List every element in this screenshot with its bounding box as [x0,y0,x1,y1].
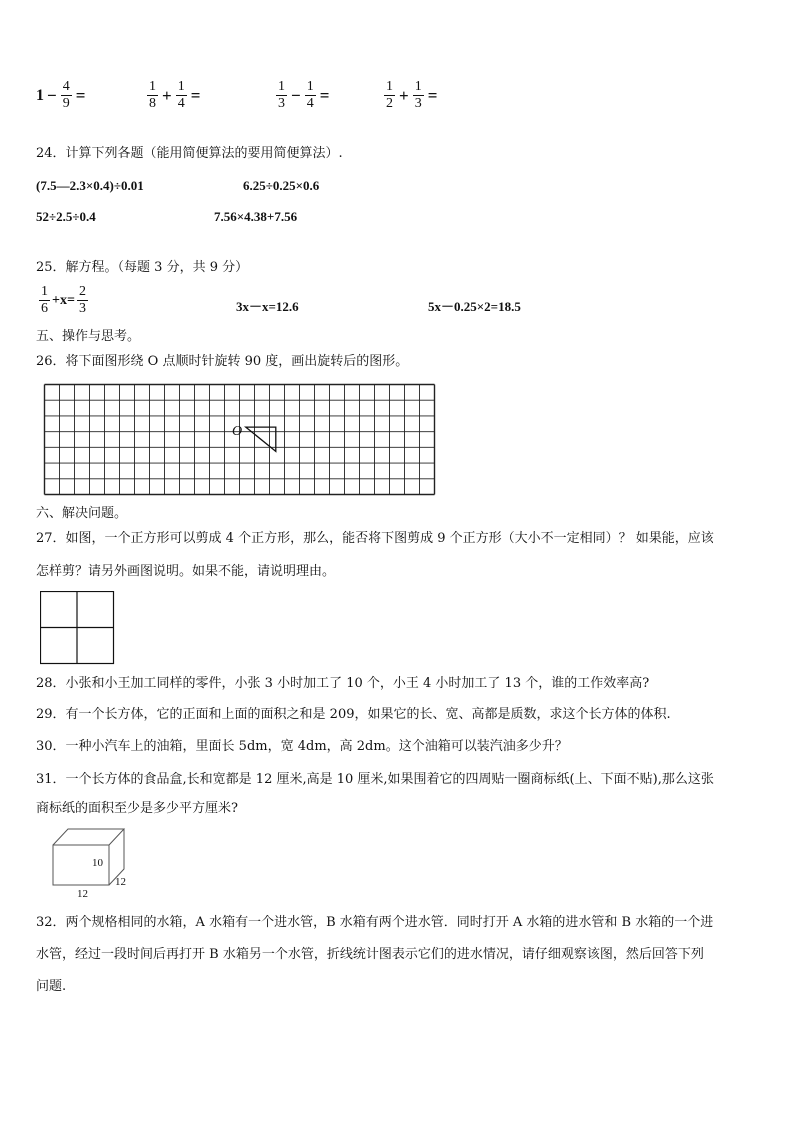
q24-expr-2: 6.25÷0.25×0.6 [243,178,320,193]
section-5-heading: 五、操作与思考。 [36,329,141,344]
q25-equation-1: $\frac{1}{6}$ +x= $\frac{2}{3}$ [41,284,86,316]
square-divided-figure [40,591,115,665]
plus-sign: + [162,85,172,105]
fraction: $\frac{1}{3}$ [414,79,422,111]
q31-line-1: 31．一个长方体的食品盒,长和宽都是 12 厘米,高是 10 厘米,如果围着它的四周贴一圈商标纸(上、下面不贴),那么这张 [36,772,714,787]
fraction: $\frac{4}{9}$ [62,79,70,111]
fraction: $\frac{1}{6}$ [41,284,48,316]
minus-sign: − [291,85,301,105]
q28-text: 28．小张和小王加工同样的零件，小张 3 小时加工了 10 个，小王 4 小时加工了 13 个，谁的工作效率高? [36,676,650,691]
rotation-grid [43,383,436,497]
fraction: $\frac{2}{3}$ [78,284,86,316]
equals-sign: = [190,85,201,105]
cuboid-height-label: 10 [92,857,103,869]
point-o-label: O [232,424,243,439]
plus-sign: + [399,85,409,105]
fraction: $\frac{1}{8}$ [149,79,156,111]
q29-text: 29．有一个长方体，它的正面和上面的面积之和是 209，如果它的长、宽、高都是质数，求这个长方体的体积. [36,707,671,722]
equals-sign: = [319,85,330,105]
q24-title: 24．计算下列各题（能用简便算法的要用简便算法）. [36,146,343,161]
q27-line-1: 27．如图，一个正方形可以剪成 4 个正方形，那么，能否将下图剪成 9 个正方形（大小不一定相同）？ 如果能，应该 [36,531,714,546]
fraction-expr-2 [146,80,203,111]
cuboid-figure [48,825,133,900]
section-6-heading: 六、解决问题。 [36,506,128,521]
fraction-expr-4 [383,80,440,111]
q24-expr-1: (7.5—2.3×0.4)÷0.01 [36,178,144,193]
q25-title: 25．解方程。（每题 3 分，共 9 分） [36,260,249,275]
q32-line-1: 32．两个规格相同的水箱，A 水箱有一个进水管，B 水箱有两个进水管．同时打开 A 水箱的进水管和 B 水箱的一个进 [36,915,714,930]
q25-equation-3: 5x－0.25×2=18.5 [428,299,521,314]
equals-sign: = [75,85,86,105]
cuboid-length-label: 12 [77,888,88,900]
q25-equation-2: 3x－x=12.6 [236,299,299,314]
leading-number: 1 [36,86,44,104]
fraction: $\frac{1}{2}$ [386,79,393,111]
q32-line-2: 水管，经过一段时间后再打开 B 水箱另一个水管，折线统计图表示它们的进水情况，请仔细观察该图，然后回答下列 [36,947,704,962]
fraction-expr-1 [36,80,88,111]
cuboid-width-label: 12 [115,876,126,888]
fraction: $\frac{1}{4}$ [177,79,185,111]
fraction: $\frac{1}{4}$ [306,79,314,111]
fraction: $\frac{1}{3}$ [278,79,285,111]
minus-sign: − [47,85,57,105]
q31-line-2: 商标纸的面积至少是多少平方厘米? [36,801,238,816]
q24-expr-4: 7.56×4.38+7.56 [214,209,298,224]
q26-title: 26．将下面图形绕 O 点顺时针旋转 90 度，画出旋转后的图形。 [36,354,409,369]
equals-sign: = [427,85,438,105]
fraction-expr-3 [275,80,332,111]
q27-line-2: 怎样剪？请另外画图说明。如果不能，请说明理由。 [36,564,336,579]
q30-text: 30．一种小汽车上的油箱，里面长 5dm，宽 4dm，高 2dm。这个油箱可以装汽油多少升？ [36,739,568,754]
q32-line-3: 问题. [36,979,67,994]
q24-expr-3: 52÷2.5÷0.4 [36,209,96,224]
